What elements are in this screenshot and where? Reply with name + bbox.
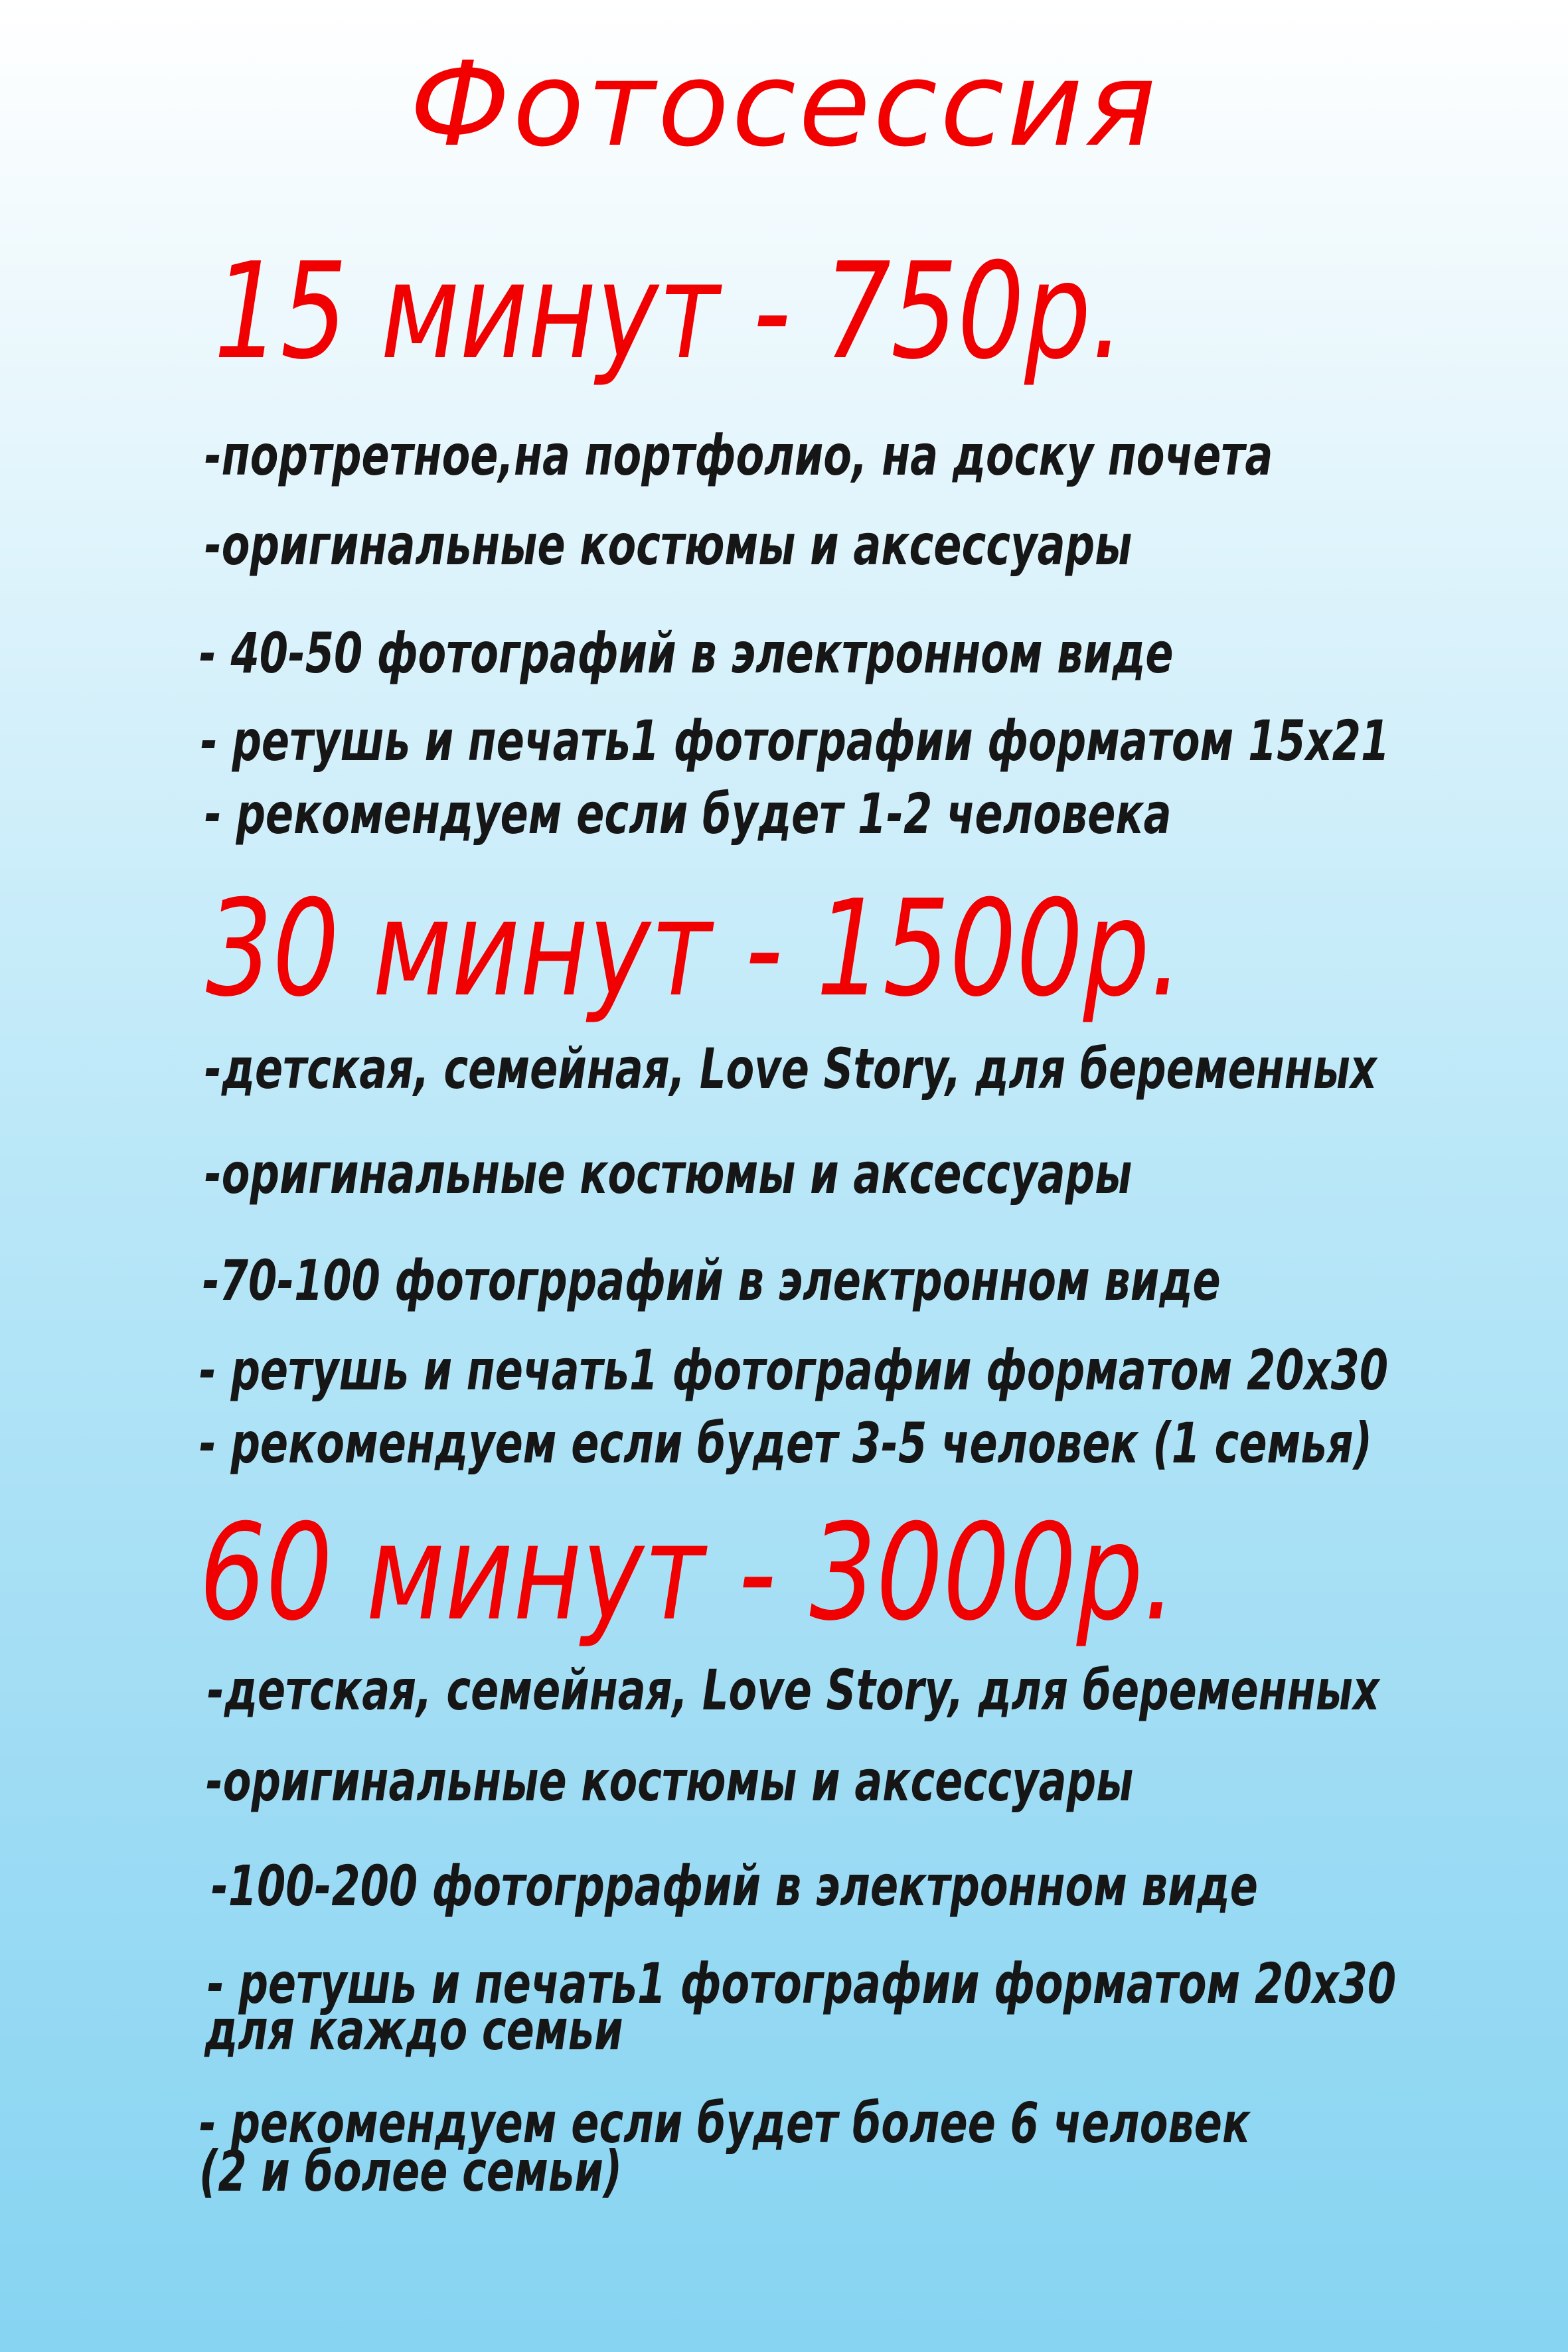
- package-3-item-2: -оригинальные костюмы и аксессуары: [206, 1749, 1134, 1814]
- package-3-item-1: -детская, семейная, Love Story, для беременных: [207, 1658, 1380, 1723]
- package-1-item-3: - 40-50 фотографий в электронном виде: [199, 621, 1174, 686]
- package-3-item-4-continued: для каждо семьи: [204, 1998, 623, 2063]
- package-2-item-1: -детская, семейная, Love Story, для беременных: [204, 1036, 1377, 1101]
- package-2-item-4: - ретушь и печать1 фотографии форматом 20х30: [199, 1338, 1389, 1403]
- package-1-item-2: -оригинальные костюмы и аксессуары: [204, 512, 1133, 578]
- package-1-heading: 15 минут - 750р.: [214, 234, 1125, 389]
- package-3-item-3: -100-200 фотогррафий в электронном виде: [211, 1853, 1258, 1919]
- package-2-heading: 30 минут - 1500р.: [206, 872, 1184, 1026]
- package-3-item-5: - рекомендуем если будет более 6 человек: [199, 2090, 1251, 2156]
- package-2-item-2: -оригинальные костюмы и аксессуары: [204, 1141, 1133, 1206]
- package-2-item-5: - рекомендуем если будет 3-5 человек (1 семья): [199, 1411, 1372, 1476]
- page-title: Фотосессия: [409, 37, 1159, 173]
- package-1-item-5: - рекомендуем если будет 1-2 человека: [204, 781, 1172, 846]
- package-3-heading: 60 минут - 3000р.: [199, 1496, 1177, 1650]
- package-3-item-4: - ретушь и печать1 фотографии форматом 20х30: [207, 1951, 1397, 2016]
- package-2-item-3: -70-100 фотогррафий в электронном виде: [202, 1248, 1221, 1313]
- package-1-item-4: - ретушь и печать1 фотографии форматом 15х21: [200, 708, 1390, 773]
- package-3-item-5-continued: (2 и более семьи): [199, 2139, 623, 2204]
- package-1-item-1: -портретное,на портфолио, на доску почета: [204, 423, 1273, 488]
